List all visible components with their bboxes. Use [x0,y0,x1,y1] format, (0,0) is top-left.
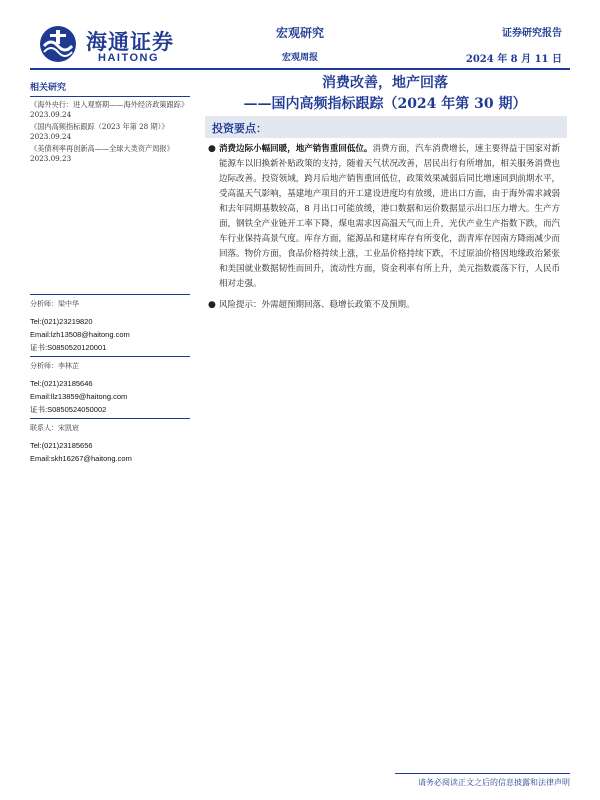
analyst-card [30,356,190,416]
company-logo [38,24,198,68]
report-type: 证券研究报告 [502,28,562,39]
related-item[interactable]: 《海外央行：进入观察期——海外经济政策跟踪》2023.09.24 [30,100,189,119]
key-point-text: 消费方面，汽车消费增长，速主要得益于国家对新能源车以旧换新补贴政策的支持，随着天气状况改善，居民出行有所增加，相关服务消费也边际改善。投资领域，跨月后地产销售重回低位，政策效果减弱后同比增速回到前期水平，受高温天气影响，基建地产项目的开工建设进度均有放缓，进出口方面，由于海外需求减弱和去年同期基数较高，8 月出口可能放缓，港口数据和运价数据显示出口压力增大。生产方面，钢铁全产业链开工率下降，煤电需求因高温天气而上升，光伏产业生产指数下跌，而汽车行业保持高景气度。库存方面，能源品和建材库存有所变化，沥青库存因南方降雨减少而回落。物价方面，食品价格持续上涨，工业品价格持续下跌，不过原油价格因地缘政治紧张和美国就业数据韧性而回升，流动性方面，资金利率有所上升，美元指数震荡下行，人民币相对走强。 [219,144,560,289]
analyst-name: 分析师：李林芷 [30,362,79,370]
logo-chinese-name: 海通证券 [86,29,174,54]
bullet-dot-icon: ● [208,300,216,310]
related-item[interactable]: 《美债利率再创新高——全球大类资产周报》2023.09.23 [30,144,174,163]
analyst-card [30,294,190,354]
key-points-heading: 投资要点： [212,122,267,135]
bullet-dot-icon: ● [208,144,216,154]
key-points-body [205,142,560,319]
haitong-logo-icon [38,24,78,64]
related-item[interactable]: 《国内高频指标跟踪（2023 年第 28 期）》2023.09.24 [30,122,169,141]
report-title: 消费改善，地产回落 [322,75,448,91]
related-research [30,80,190,166]
analyst-name: 分析师：梁中华 [30,300,79,308]
related-heading: 相关研究 [30,83,67,93]
footer-disclaimer: 请务必阅读正文之后的信息披露和法律声明 [418,778,570,787]
risk-warning-text: 风险提示：外需超预期回落、稳增长政策不及预期。 [219,300,415,310]
key-point-bullet [205,142,560,292]
analyst-cert: 证书:S0850520120001 [30,343,107,352]
analyst-cert: 证书:S0850524050002 [30,405,107,414]
analyst-tel: Tel:(021)23185646 [30,379,93,388]
contact-card [30,418,190,465]
footer-divider [395,773,570,774]
risk-warning-bullet [205,298,560,313]
related-divider [30,96,190,97]
report-category: 宏观研究 [275,26,324,40]
analyst-email[interactable]: Email:lzh13508@haitong.com [30,330,130,339]
analyst-tel: Tel:(021)23219820 [30,317,93,326]
analyst-email[interactable]: Email:llz13859@haitong.com [30,392,128,401]
header-divider [30,68,570,70]
report-subcategory: 宏观周报 [281,53,318,63]
logo-english-name: HAITONG [98,52,160,64]
contact-tel: Tel:(021)23185656 [30,441,93,450]
contact-email[interactable]: Email:skh16267@haitong.com [30,454,132,463]
analyst-contacts [30,294,190,467]
contact-name: 联系人：宋凯宸 [30,424,79,432]
report-date: 2024 年 8 月 11 日 [465,54,562,65]
report-subtitle: ——国内高频指标跟踪（2024 年第 30 期） [243,96,527,112]
key-point-lead: 消费边际小幅回暖，地产销售重回低位。 [219,144,373,154]
